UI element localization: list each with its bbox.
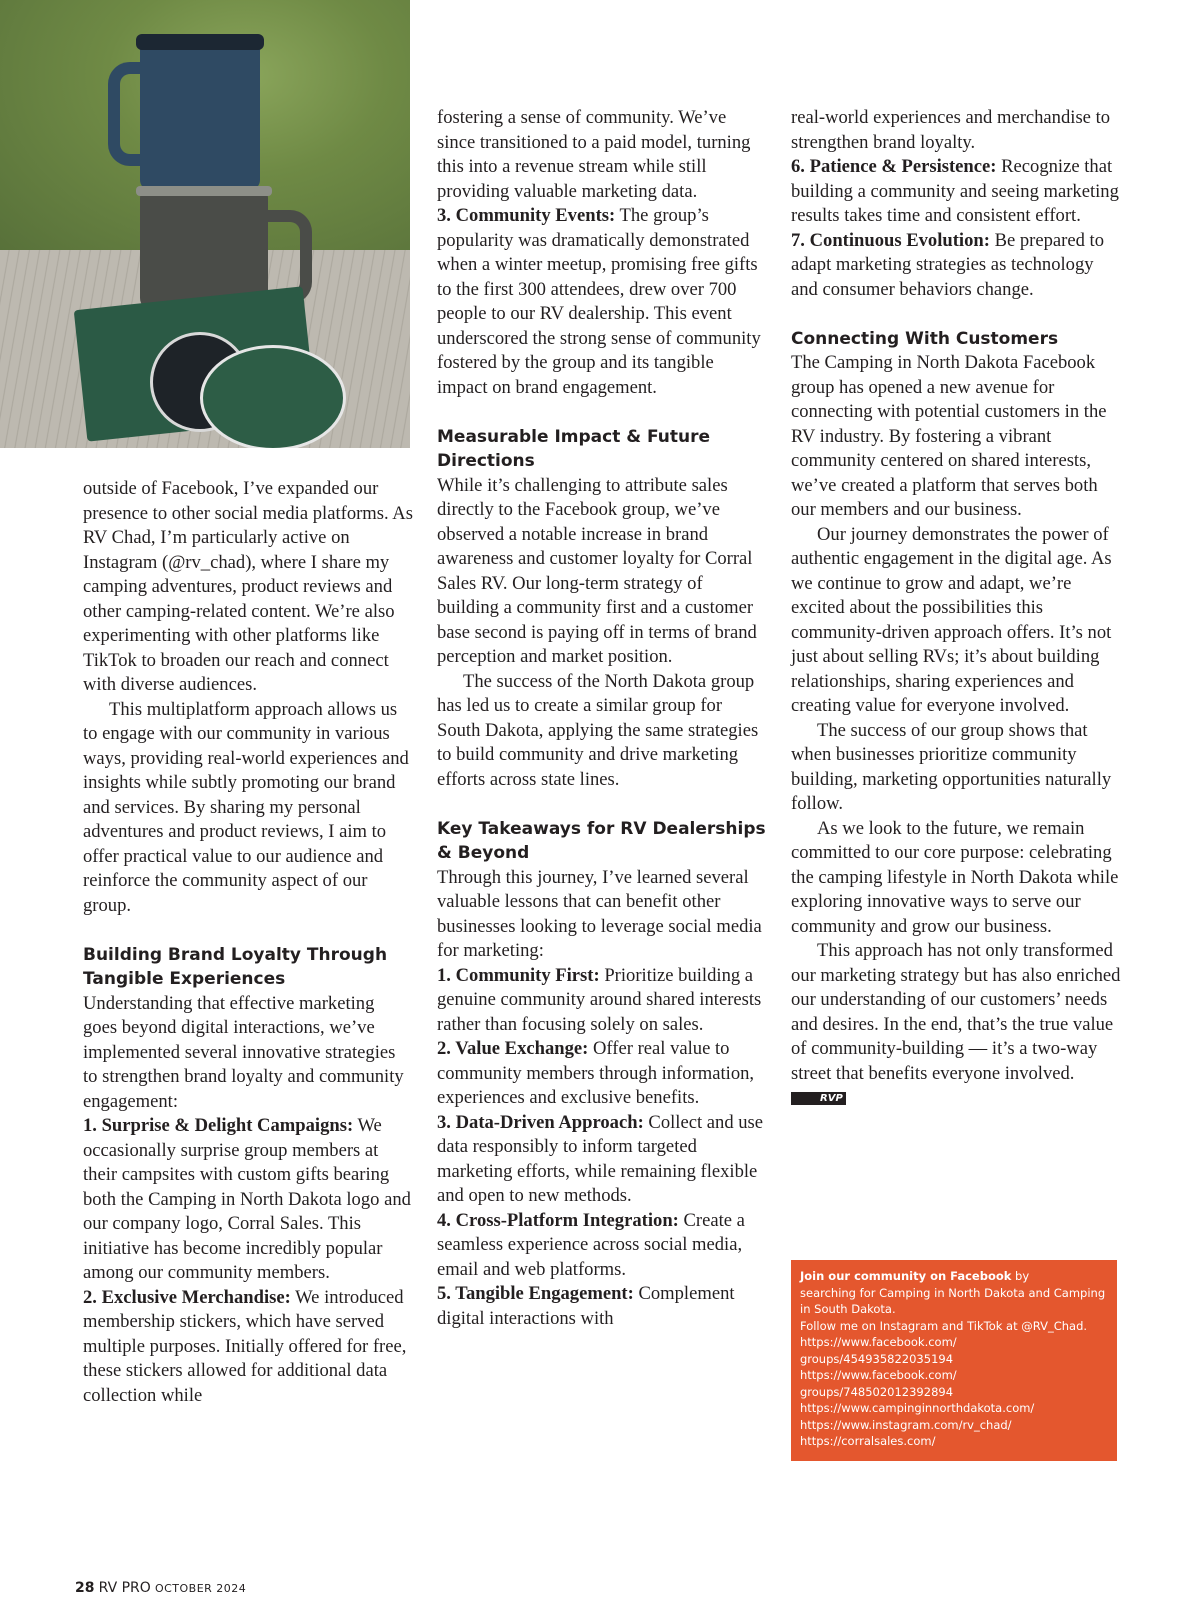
- instagram-link[interactable]: https://www.instagram.com/rv_chad/: [800, 1417, 1012, 1432]
- paragraph: Understanding that effective marketing goes beyond digital interactions, we’ve implemented several innovative strategies to strengthen brand loyalty and community engagement:: [83, 992, 404, 1112]
- list-item-text: The group’s popularity was dramatically demonstrated when a winter meetup, promising free gifts to the first 300 attendees, drew over 700 people to our RV dealership. This event underscored the strong sense of community fostered by the group and its tangible impact on brand engagement.: [437, 205, 761, 398]
- list-item: [791, 229, 1121, 303]
- facebook-link[interactable]: https://www.facebook.com/: [800, 1335, 957, 1349]
- callout-line: Follow me on Instagram and TikTok at @RV_Chad.: [800, 1318, 1088, 1333]
- paragraph-text: This approach has not only transformed our marketing strategy but has also enriched our understanding of our customers’ needs and desires. In the end, that’s the true value of community-building — it’s a two-way street that benefits everyone involved.: [791, 940, 1121, 1084]
- list-item-label: 5. Tangible Engagement:: [437, 1283, 634, 1304]
- paragraph: The success of our group shows that when businesses prioritize community building, marketing opportunities naturally follow.: [791, 719, 1112, 814]
- page-folio: [75, 1580, 246, 1596]
- list-item-label: 3. Community Events:: [437, 205, 616, 226]
- list-item-text: Complement digital interactions with: [437, 1283, 735, 1329]
- paragraph: The Camping in North Dakota Facebook group has opened a new avenue for connecting with potential customers in the RV industry. By fostering a vibrant community centered on shared interests, we’ve created a platform that serves both our members and our business.: [791, 352, 1107, 520]
- column-1: [83, 477, 413, 1408]
- list-item-label: 2. Exclusive Merchandise:: [83, 1286, 291, 1308]
- section-heading: Building Brand Loyalty Through Tangible Experiences: [83, 944, 388, 989]
- list-item: [437, 204, 767, 400]
- paragraph: [791, 939, 1121, 1111]
- list-item-text: We introduced membership stickers, which have served multiple purposes. Initially offered for free, these stickers allowed for additional data collection while: [83, 1286, 407, 1406]
- list-item-text: Recognize that building a community and seeing marketing results takes time and consistent effort.: [791, 156, 1119, 226]
- rvp-end-mark-icon: RVP: [791, 1092, 846, 1105]
- paragraph: Our journey demonstrates the power of authentic engagement in the digital age. As we continue to grow and adapt, we’re excited about the possibilities this community-driven approach offers. It’s not just about selling RVs; it’s about building relationships, sharing experiences and creating value for everyone involved.: [791, 523, 1112, 716]
- list-item-label: 1. Surprise & Delight Campaigns:: [83, 1115, 354, 1136]
- info-callout-box: [791, 1260, 1117, 1461]
- website-link[interactable]: https://www.campinginnorthdakota.com/: [800, 1401, 1035, 1415]
- list-item-label: 3. Data-Driven Approach:: [437, 1111, 644, 1133]
- list-item: [437, 1209, 767, 1283]
- callout-line: in South Dakota.: [800, 1302, 896, 1316]
- list-item-text: Prioritize building a genuine community around shared interests rather than focusing solely on sales.: [437, 964, 762, 1035]
- callout-line: searching for Camping in North Dakota and Camping: [800, 1285, 1106, 1300]
- oval-sticker: [200, 345, 346, 448]
- paragraph: real-world experiences and merchandise to strengthen brand loyalty.: [791, 107, 1111, 153]
- mug-lid: [136, 34, 264, 50]
- column-2: [437, 106, 767, 1331]
- blue-mug: [140, 40, 260, 190]
- paragraph: The success of the North Dakota group has led us to create a similar group for South Dakota, applying the same strategies to build community and drive marketing efforts across state lines.: [437, 670, 759, 790]
- list-item-text: Collect and use data responsibly to inform targeted marketing efforts, while remaining flexible and open to new methods.: [437, 1111, 764, 1206]
- list-item: [83, 1286, 413, 1409]
- list-item: [437, 1111, 767, 1209]
- magazine-name: RV PRO: [98, 1580, 151, 1596]
- section-heading: Connecting With Customers: [791, 328, 1059, 349]
- list-item: [791, 155, 1121, 229]
- paragraph: This multiplatform approach allows us to engage with our community in various ways, providing real-world experiences and insights while subtly promoting our brand and services. By sharing my personal adventures and product reviews, I aim to offer practical value to our audience and reinforce the community aspect of our group.: [83, 698, 409, 916]
- list-item-label: 2. Value Exchange:: [437, 1038, 589, 1059]
- list-item-label: 7. Continuous Evolution:: [791, 229, 990, 251]
- paragraph: As we look to the future, we remain committed to our core purpose: celebrating the camping lifestyle in North Dakota while exploring innovative ways to serve our community and grow our business.: [791, 817, 1119, 937]
- paragraph: Through this journey, I’ve learned several valuable lessons that can benefit other businesses looking to leverage social media for marketing:: [437, 866, 762, 961]
- list-item-label: 6. Patience & Persistence:: [791, 156, 997, 177]
- website-link[interactable]: https://corralsales.com/: [800, 1434, 936, 1448]
- list-item: [437, 1282, 767, 1331]
- facebook-link[interactable]: https://www.facebook.com/: [800, 1368, 957, 1382]
- paragraph: fostering a sense of community. We’ve since transitioned to a paid model, turning this into a revenue stream while still providing valuable marketing data.: [437, 107, 751, 202]
- facebook-link[interactable]: groups/748502012392894: [800, 1384, 954, 1399]
- mug-rim: [136, 186, 272, 196]
- feature-photo: [0, 0, 410, 448]
- column-3: [791, 106, 1121, 1111]
- issue-date: OCTOBER 2024: [154, 1582, 247, 1595]
- list-item-label: 1. Community First:: [437, 964, 600, 986]
- callout-text: by: [1011, 1269, 1030, 1283]
- facebook-link[interactable]: groups/454935822035194: [800, 1351, 954, 1366]
- list-item-text: We occasionally surprise group members at their campsites with custom gifts bearing both the Camping in North Dakota logo and our company logo, Corral Sales. This initiative has become incredibly popular among our community members.: [83, 1115, 411, 1283]
- callout-line: [800, 1268, 1108, 1285]
- list-item-text: Be prepared to adapt marketing strategies as technology and consumer behaviors change.: [791, 229, 1105, 300]
- paragraph: While it’s challenging to attribute sales directly to the Facebook group, we’ve observed a notable increase in brand awareness and customer loyalty for Corral Sales RV. Our long-term strategy of building a community first and a customer base second is paying off in terms of brand perception and market position.: [437, 474, 757, 667]
- list-item-text: Create a seamless experience across social media, email and web platforms.: [437, 1209, 745, 1280]
- page-number: 28: [75, 1580, 95, 1596]
- list-item-text: Offer real value to community members through information, experiences and exclusive benefits.: [437, 1038, 755, 1108]
- list-item: [437, 964, 767, 1038]
- section-heading: Key Takeaways for RV Dealerships & Beyond: [437, 818, 766, 863]
- section-heading: Measurable Impact & Future Directions: [437, 426, 710, 471]
- paragraph: outside of Facebook, I’ve expanded our presence to other social media platforms. As RV Chad, I’m particularly active on Instagram (@rv_chad), where I share my camping adventures, product reviews and other camping-related content. We’re also experimenting with other platforms like TikTok to broaden our reach and connect with diverse audiences.: [83, 478, 413, 695]
- callout-lead: Join our community on Facebook: [800, 1269, 1012, 1283]
- list-item-label: 4. Cross-Platform Integration:: [437, 1209, 679, 1231]
- list-item: [437, 1037, 767, 1111]
- list-item: [83, 1114, 413, 1286]
